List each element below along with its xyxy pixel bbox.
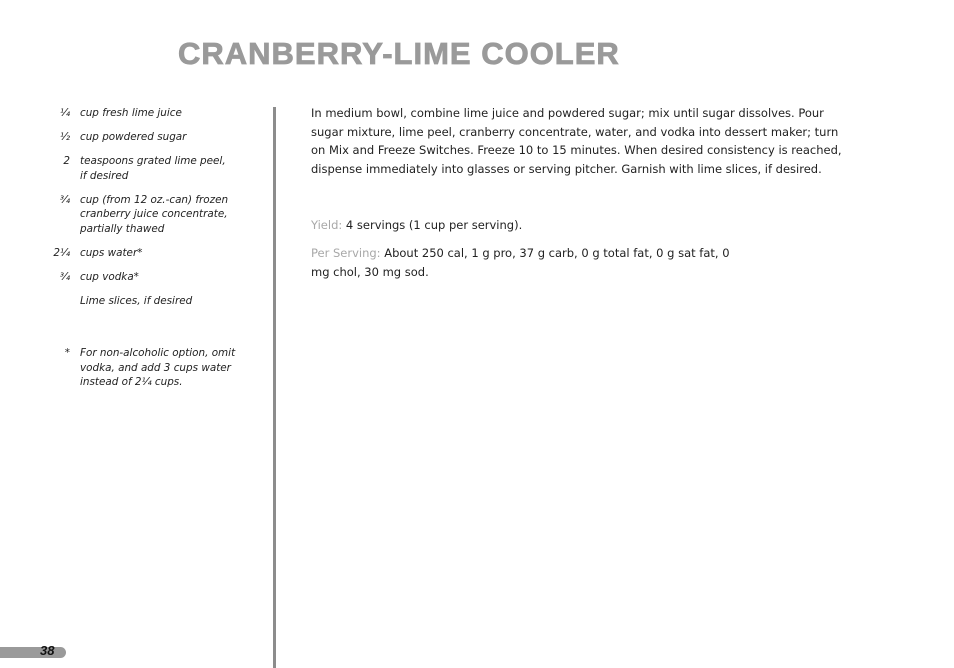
- page-number-tab: [0, 647, 66, 658]
- ingredient-quantity: 2¹⁄₄: [53, 246, 70, 259]
- nutrition-info: [311, 244, 751, 281]
- ingredient-text: cup fresh lime juice: [80, 107, 182, 119]
- column-divider: [273, 107, 276, 668]
- ingredient-item: [40, 294, 260, 309]
- recipe-directions: In medium bowl, combine lime juice and powdered sugar; mix until sugar dissolves. Pour sugar mixture, lime peel, cranberry concentrate, water, and vodka into dessert maker; turn on Mix and Freeze Switches. Freeze 10 to 15 minutes. When desired consistency is reached, dispense immediately into glasses or serving pitcher. Garnish with lime slices, if desired.: [311, 106, 842, 177]
- ingredient-item: [40, 154, 260, 183]
- ingredient-quantity: ³⁄₄: [59, 193, 70, 206]
- page-number: 38: [40, 643, 55, 658]
- ingredient-quantity: ¹⁄₂: [59, 131, 70, 143]
- footnote: [40, 346, 260, 390]
- recipe-title: CRANBERRY-LIME COOLER: [178, 36, 620, 71]
- ingredient-quantity: [40, 294, 80, 309]
- ingredient-quantity: 2: [63, 155, 70, 167]
- ingredient-text: teaspoons grated lime peel, if desired: [80, 155, 226, 182]
- nutrition-value: About 250 cal, 1 g pro, 37 g carb, 0 g total fat, 0 g sat fat, 0 mg chol, 30 mg sod.: [311, 246, 730, 279]
- recipe-yield: [311, 216, 851, 235]
- yield-value: 4 servings (1 cup per serving).: [345, 218, 523, 232]
- ingredient-quantity: ¹⁄₄: [59, 107, 70, 119]
- nutrition-label: Per Serving:: [311, 246, 381, 260]
- ingredient-item: [40, 193, 260, 237]
- yield-label: Yield:: [311, 218, 343, 232]
- ingredient-quantity: ³⁄₄: [59, 270, 70, 283]
- ingredient-text: cup (from 12 oz.-can) frozen cranberry juice concentrate, partially thawed: [80, 193, 229, 235]
- ingredient-text: cup vodka*: [80, 270, 139, 283]
- ingredient-text: Lime slices, if desired: [80, 294, 193, 307]
- footnote-marker: *: [64, 347, 70, 359]
- ingredient-list: [40, 106, 260, 318]
- ingredient-text: cups water*: [80, 246, 143, 259]
- ingredient-item: [40, 270, 260, 285]
- ingredient-item: [40, 130, 260, 145]
- ingredient-text: cup powdered sugar: [80, 131, 187, 143]
- ingredient-item: [40, 106, 260, 121]
- footnote-text: For non-alcoholic option, omit vodka, and add 3 cups water instead of 2¹⁄₄ cups.: [80, 347, 236, 388]
- ingredient-item: [40, 246, 260, 261]
